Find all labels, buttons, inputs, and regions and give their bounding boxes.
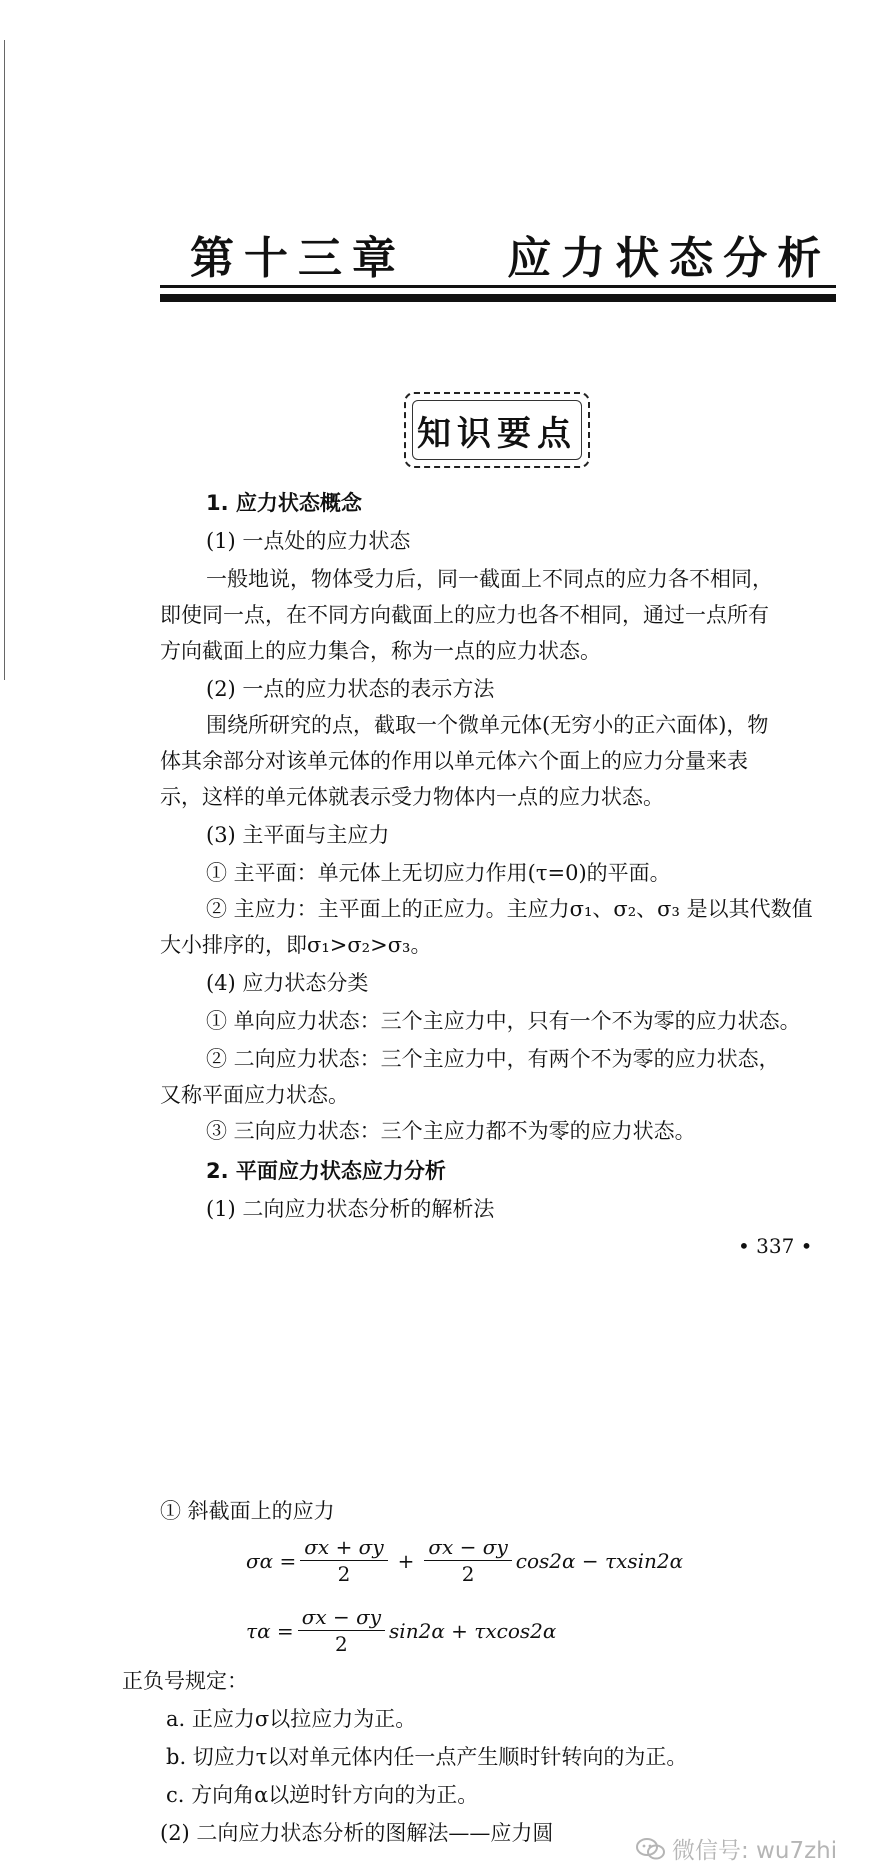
fraction [300,1534,387,1587]
formula-tau-alpha [246,1604,556,1657]
subheading: (3) 主平面与主应力 [206,823,390,847]
paragraph-line: 体其余部分对该单元体的作用以单元体六个面上的应力分量来表 [160,749,748,773]
numerator: σx + σy [300,1534,387,1561]
operator: + [397,1548,415,1573]
chapter-title: 第十三章 应力状态分析 [190,233,832,284]
list-item: ② 主应力：主平面上的正应力。主应力σ₁、σ₂、σ₃ 是以其代数值 [206,897,813,921]
numerator: σx − σy [298,1604,385,1631]
page-edge-line [4,40,5,680]
sign-rule-b: b. 切应力τ以对单元体内任一点产生顺时针转向的为正。 [166,1745,688,1769]
list-item: ① 主平面：单元体上无切应力作用(τ=0)的平面。 [206,861,671,885]
box-label: 知识要点 [417,413,577,454]
paragraph-line: 围绕所研究的点，截取一个微单元体(无穷小的正六面体)，物 [206,713,769,737]
denominator: 2 [335,1632,348,1656]
page-number: • 337 • [738,1234,813,1258]
watermark-text: 微信号: wu7zhi [672,1838,838,1864]
paragraph-line: 即使同一点，在不同方向截面上的应力也各不相同，通过一点所有 [160,603,769,627]
denominator: 2 [337,1562,351,1586]
denominator: 2 [461,1562,475,1586]
graphical-method-heading: (2) 二向应力状态分析的图解法——应力圆 [160,1821,554,1845]
list-item: ② 二向应力状态：三个主应力中，有两个不为零的应力状态， [206,1047,780,1071]
subheading: (1) 一点处的应力状态 [206,529,411,553]
wechat-icon [636,1837,666,1861]
list-item: ① 单向应力状态：三个主应力中，只有一个不为零的应力状态。 [206,1009,801,1033]
fraction [298,1604,385,1657]
sign-rule-c: c. 方向角α以逆时针方向的为正。 [166,1783,479,1807]
formula-sigma-alpha [246,1534,683,1587]
formula-tail: cos2α − τxsin2α [515,1548,684,1573]
title-rule-thin [160,285,836,288]
knowledge-points-box [404,392,590,468]
heading-plane-stress: 2. 平面应力状态应力分析 [206,1159,446,1183]
list-item: ③ 三向应力状态：三个主应力都不为零的应力状态。 [206,1119,696,1143]
paragraph-line: 大小排序的，即σ₁>σ₂>σ₃。 [160,933,432,957]
paragraph-line: 一般地说，物体受力后，同一截面上不同点的应力各不相同， [206,567,773,591]
watermark [636,1832,837,1865]
fraction [424,1534,511,1587]
paragraph-line: 方向截面上的应力集合，称为一点的应力状态。 [160,639,601,663]
subheading: (1) 二向应力状态分析的解析法 [206,1197,495,1221]
formula-lhs: τα = [246,1618,294,1643]
paragraph-line: 示，这样的单元体就表示受力物体内一点的应力状态。 [160,785,664,809]
paragraph-line: 又称平面应力状态。 [160,1083,349,1107]
numerator: σx − σy [424,1534,511,1561]
subheading: (2) 一点的应力状态的表示方法 [206,677,495,701]
sign-rule-a: a. 正应力σ以拉应力为正。 [166,1707,417,1731]
subheading: (4) 应力状态分类 [206,971,369,995]
formula-lhs: σα = [246,1548,297,1573]
sign-convention-heading: 正负号规定： [122,1669,248,1693]
formula-tail: sin2α + τxcos2α [389,1618,557,1643]
title-rule-thick [160,294,836,302]
oblique-section-heading: ① 斜截面上的应力 [160,1499,335,1523]
heading-stress-concept: 1. 应力状态概念 [206,491,362,515]
